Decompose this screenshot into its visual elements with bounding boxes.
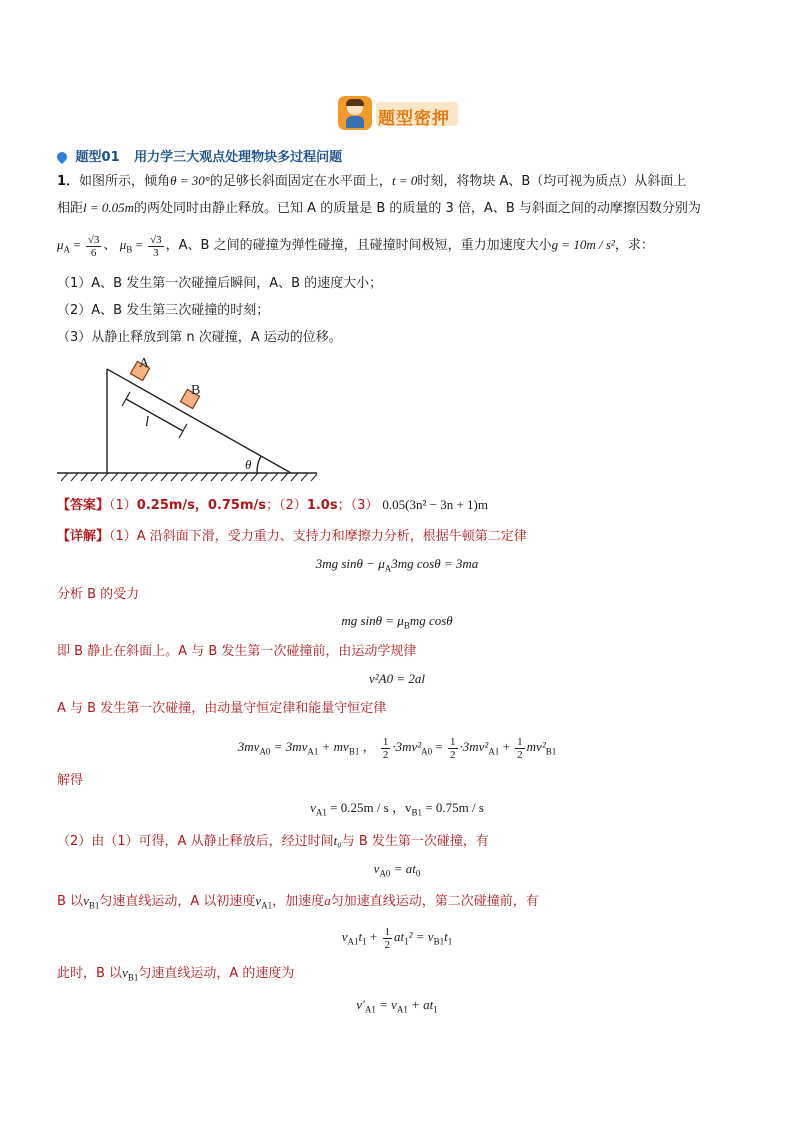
equation-conservation: $3mv_{A0} = 3mv_{A1} + mv_{B1}$ ， $\frac{1}{2}$ $\cdot 3mv^2_{A0}$ = $\frac{1}{2}$ $\cdot 3mv^2_{A1}$ + $\frac{1}{2}$ $mv^2_{B1}$ — [237, 735, 557, 761]
separator: 、 — [103, 238, 117, 253]
problem-text: 的两处同时由静止释放。已知 A 的质量是 B 的质量的 3 倍，A、B 与斜面之间的动摩擦因数分别为 — [134, 201, 701, 216]
fraction-mu-a: $\frac{√3}{6}$ — [87, 233, 100, 259]
answer-3: 0.05(3n² − 3n + 1)m — [382, 497, 488, 512]
equation-result: $v_{A1} = 0.25m / s$ ，$v_{B1} = 0.75m / s$ — [310, 800, 484, 818]
fraction-half: $\frac{1}{2}$ — [517, 735, 523, 761]
detail-line-1 — [57, 528, 527, 546]
dimension-tick-b — [179, 424, 187, 438]
fraction-half: $\frac{1}{2}$ — [450, 735, 456, 761]
header-badge — [338, 96, 460, 130]
detail-text: （1）A 沿斜面下滑，受力重力、支持力和摩擦力分析，根据牛顿第二定律 — [109, 529, 527, 544]
problem-line-3 — [57, 230, 654, 265]
problem-line-1 — [57, 172, 686, 191]
answer-1: 0.25m/s，0.75m/s — [136, 498, 267, 513]
header-badge-text: 题型密押 — [378, 109, 450, 129]
equation-kinematics: v²A0 = 2al — [369, 671, 425, 686]
equation-first-collision: $v_{A0} = at_0$ — [373, 861, 421, 879]
equation-b-balance: mg $\sin\theta = \mu_Bmg$ cosθ — [341, 613, 453, 631]
detail-line-7: B 以$v_{B1}$匀速直线运动，A 以初速度$v_{A1}$，加速度a匀加速直线运动，第二次碰撞前，有 — [57, 893, 539, 911]
time-value: t = 0 — [391, 173, 418, 188]
location-pin-icon — [55, 150, 69, 164]
section-title: 用力学三大观点处理物块多过程问题 — [134, 150, 343, 165]
dimension-line — [126, 399, 183, 431]
incline-figure — [55, 352, 320, 487]
problem-text: 相距 — [57, 201, 84, 216]
distance-value: l = 0.05m — [83, 200, 135, 215]
detail-line-4: A 与 B 发生第一次碰撞，由动量守恒定律和能量守恒定律 — [57, 701, 387, 716]
problem-text: 时刻，将物块 A、B（均可视为质点）从斜面上 — [417, 174, 687, 189]
mu-a-subscript: A — [63, 244, 71, 255]
detail-line-6: （2）由（1）可得，A 从静止释放后，经过时间t₀与 B 发生第一次碰撞，有 — [57, 833, 489, 849]
fraction-half: $\frac{1}{2}$ — [382, 735, 389, 761]
angle-value: θ = 30° — [170, 173, 210, 188]
problem-text: ，求： — [614, 238, 654, 253]
teacher-avatar-icon — [338, 96, 372, 130]
equation-newton-a: 3mg $\sin\theta - \mu_A3mg$ cosθ = 3ma — [315, 556, 479, 574]
gravity-value: g = 10m / s² — [551, 237, 615, 252]
fraction-half: $\frac{1}{2}$ — [384, 925, 391, 951]
problem-text: 的足够长斜面固定在水平面上， — [209, 174, 392, 189]
section-heading — [57, 146, 342, 165]
question-2: （2）A、B 发生第三次碰撞的时刻； — [57, 303, 270, 318]
answer-prefix: （1） — [109, 498, 137, 513]
problem-text: ，A、B 之间的碰撞为弹性碰撞，且碰撞时间极短，重力加速度大小 — [165, 238, 552, 253]
separator: ； — [266, 498, 280, 513]
detail-line-2: 分析 B 的受力 — [57, 587, 140, 602]
answer-2: 1.0s — [306, 498, 338, 513]
label-a: A — [139, 356, 150, 371]
answer-line — [57, 496, 488, 515]
dimension-tick-a — [122, 392, 130, 406]
detail-line-8: 此时，B 以$v_{B1}$匀速直线运动，A 的速度为 — [57, 965, 295, 983]
ground-hatching — [61, 473, 317, 481]
equation-velocity-a: $v'_{A1} = v_{A1} + at_1$ — [356, 997, 438, 1015]
mu-a-symbol: μ — [57, 237, 64, 252]
problem-text: 如图所示，倾角 — [79, 174, 171, 189]
detail-tag: 【详解】 — [57, 529, 110, 544]
label-b: B — [191, 383, 201, 398]
section-label: 题型01 — [75, 150, 120, 165]
problem-line-2 — [57, 199, 701, 218]
answer-tag: 【答案】 — [57, 498, 110, 513]
equation-second-collision: $v_{A1}t_1$ + $\frac{1}{2}$ $at_1^2 = v_{B1}t_1$ — [341, 925, 453, 951]
angle-arc — [257, 456, 261, 473]
detail-line-5: 解得 — [57, 773, 84, 788]
separator: ； — [337, 498, 351, 513]
question-3: （3）从静止释放到第 n 次碰撞，A 运动的位移。 — [57, 330, 342, 345]
problem-number: 1． — [57, 174, 80, 189]
mu-b-symbol: μ — [119, 237, 127, 252]
mu-b-subscript: B — [126, 244, 133, 255]
label-l: l — [145, 414, 150, 430]
equals-sign: = — [73, 237, 81, 252]
equals-sign: = — [135, 237, 143, 252]
fraction-mu-b: $\frac{√3}{3}$ — [150, 233, 162, 259]
detail-line-3: 即 B 静止在斜面上。A 与 B 发生第一次碰撞前，由运动学规律 — [57, 644, 417, 659]
label-theta: θ — [245, 457, 252, 472]
answer-prefix: （3） — [350, 498, 379, 513]
answer-prefix: （2） — [279, 498, 307, 513]
question-1: （1）A、B 发生第一次碰撞后瞬间，A、B 的速度大小； — [57, 276, 383, 291]
